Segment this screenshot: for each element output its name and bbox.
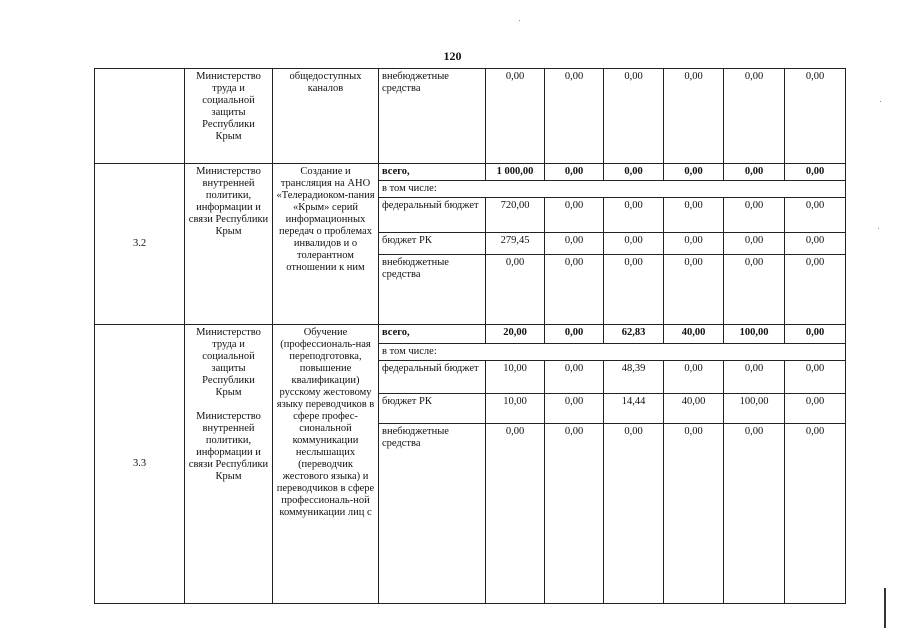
amount-cell: 0,00 [785, 164, 846, 181]
amount-cell: 0,00 [604, 255, 664, 325]
amount-cell: 0,00 [604, 424, 664, 604]
amount-cell: 279,45 [486, 233, 545, 255]
amount-cell: 0,00 [664, 233, 724, 255]
scan-speck [878, 228, 879, 229]
scan-speck [880, 101, 881, 102]
amount-cell: 0,00 [664, 164, 724, 181]
scan-margin-mark [884, 588, 886, 628]
funding-source-cell: внебюджетные средства [379, 255, 486, 325]
amount-cell: 0,00 [486, 255, 545, 325]
amount-cell: 0,00 [724, 198, 785, 233]
amount-cell: 10,00 [486, 394, 545, 424]
event-number-cell: 3.3 [95, 325, 185, 604]
amount-cell: 0,00 [785, 325, 846, 344]
amount-cell: 40,00 [664, 325, 724, 344]
funding-source-cell: федеральный бюджет [379, 361, 486, 394]
amount-cell: 0,00 [724, 361, 785, 394]
amount-cell: 0,00 [545, 424, 604, 604]
funding-source-cell: в том числе: [379, 181, 846, 198]
funding-source-cell: всего, [379, 164, 486, 181]
amount-cell: 0,00 [785, 255, 846, 325]
amount-cell: 62,83 [604, 325, 664, 344]
amount-cell: 0,00 [545, 361, 604, 394]
amount-cell: 0,00 [785, 394, 846, 424]
amount-cell: 0,00 [664, 255, 724, 325]
amount-cell: 0,00 [545, 325, 604, 344]
amount-cell: 0,00 [785, 361, 846, 394]
amount-cell: 0,00 [724, 69, 785, 164]
amount-cell: 0,00 [664, 424, 724, 604]
amount-cell: 20,00 [486, 325, 545, 344]
amount-cell: 40,00 [664, 394, 724, 424]
amount-cell: 0,00 [724, 255, 785, 325]
amount-cell: 0,00 [545, 198, 604, 233]
amount-cell: 0,00 [785, 424, 846, 604]
table-row [95, 325, 846, 344]
amount-cell: 10,00 [486, 361, 545, 394]
amount-cell: 0,00 [486, 69, 545, 164]
event-name-cell: общедоступных каналов [273, 69, 379, 164]
amount-cell: 0,00 [724, 424, 785, 604]
funding-source-cell: бюджет РК [379, 233, 486, 255]
budget-table [94, 68, 846, 604]
amount-cell: 1 000,00 [486, 164, 545, 181]
amount-cell: 0,00 [785, 69, 846, 164]
amount-cell: 0,00 [604, 233, 664, 255]
amount-cell: 0,00 [545, 69, 604, 164]
funding-source-cell: федеральный бюджет [379, 198, 486, 233]
amount-cell: 0,00 [545, 255, 604, 325]
amount-cell: 0,00 [785, 233, 846, 255]
amount-cell: 0,00 [785, 198, 846, 233]
funding-source-cell: всего, [379, 325, 486, 344]
page-number: 120 [443, 49, 462, 63]
event-number-cell [95, 69, 185, 164]
amount-cell: 0,00 [664, 198, 724, 233]
amount-cell: 0,00 [664, 361, 724, 394]
funding-source-cell: внебюджетные средства [379, 424, 486, 604]
amount-cell: 14,44 [604, 394, 664, 424]
amount-cell: 48,39 [604, 361, 664, 394]
executor-cell: Министерство труда и социальной защиты Республики Крым Министерство внутренней политики, информации и связи Республики Крым [185, 325, 273, 604]
executor-cell: Министерство внутренней политики, информации и связи Республики Крым [185, 164, 273, 325]
amount-cell: 0,00 [545, 164, 604, 181]
funding-source-cell: внебюджетные средства [379, 69, 486, 164]
funding-source-cell: бюджет РК [379, 394, 486, 424]
amount-cell: 100,00 [724, 394, 785, 424]
amount-cell: 100,00 [724, 325, 785, 344]
amount-cell: 0,00 [664, 69, 724, 164]
amount-cell: 0,00 [486, 424, 545, 604]
amount-cell: 0,00 [545, 233, 604, 255]
amount-cell: 720,00 [486, 198, 545, 233]
amount-cell: 0,00 [604, 164, 664, 181]
event-name-cell: Создание и трансляция на АНО «Телерадиоком-пания «Крым» серий информационных передач о проблемах инвалидов и о толерантном отношении к ним [273, 164, 379, 325]
amount-cell: 0,00 [545, 394, 604, 424]
funding-source-cell: в том числе: [379, 344, 846, 361]
executor-cell: Министерство труда и социальной защиты Республики Крым [185, 69, 273, 164]
table-row [95, 69, 846, 164]
table-row [95, 164, 846, 181]
amount-cell: 0,00 [604, 198, 664, 233]
amount-cell: 0,00 [604, 69, 664, 164]
amount-cell: 0,00 [724, 233, 785, 255]
event-number-cell: 3.2 [95, 164, 185, 325]
amount-cell: 0,00 [724, 164, 785, 181]
event-name-cell: Обучение (профессиональ-ная переподготовка, повышение квалификации) русскому жестовому языку переводчиков в сфере профес-сиональной коммуникации неслышащих (переводчик жестового языка) и переводчиков в сфере профессиональ-ной коммуникации лиц с [273, 325, 379, 604]
scan-speck [519, 20, 520, 21]
